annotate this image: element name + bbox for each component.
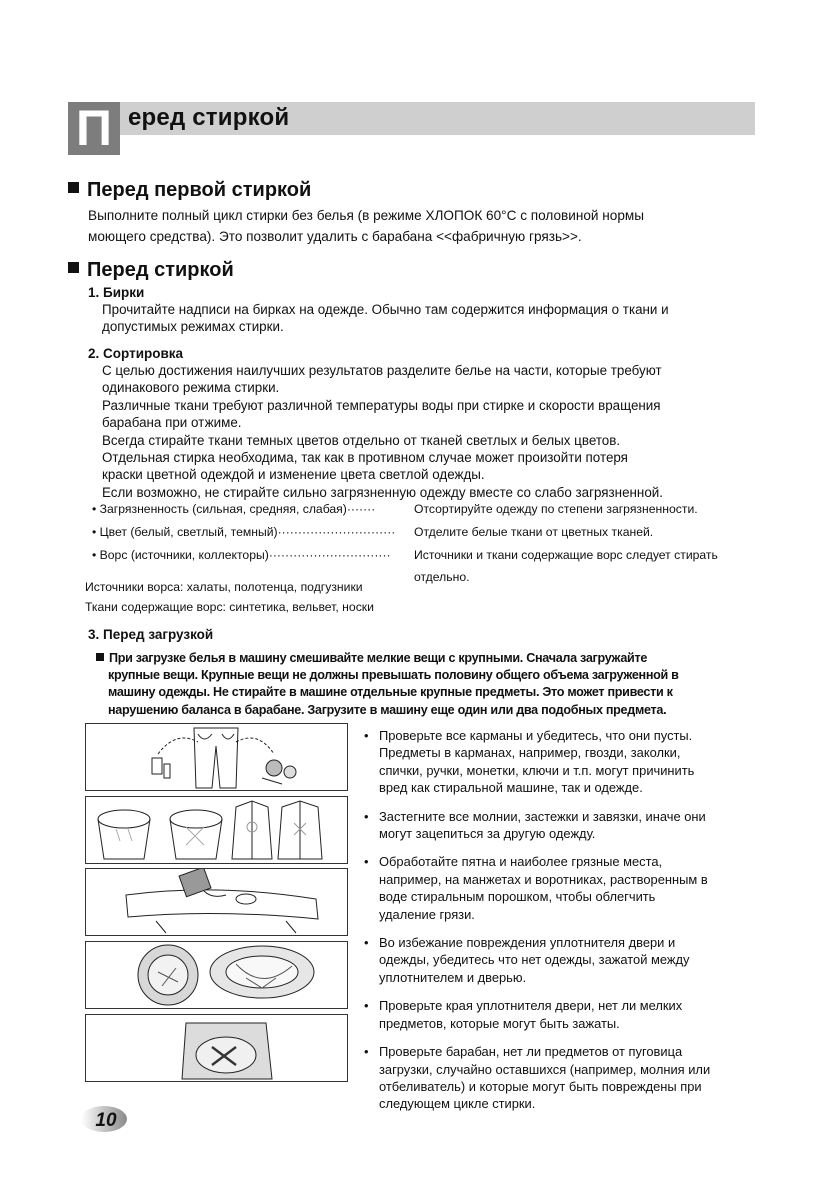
item2-text bbox=[102, 362, 762, 501]
sort-row bbox=[92, 498, 375, 520]
illustration-stains bbox=[85, 868, 348, 936]
text-line: При загрузке белья в машину смешивайте мелкие вещи с крупными. Сначала загружайте bbox=[109, 651, 648, 665]
text-line: одежды, убедитесь что нет одежды, зажатой между bbox=[379, 952, 690, 968]
section-heading-before-wash bbox=[68, 258, 234, 282]
text-line: спички, ручки, монетки, ключи и т.п. могут причинить bbox=[379, 762, 695, 778]
text-line: С целью достижения наилучших результатов разделите белье на части, которые требуют bbox=[102, 363, 662, 378]
dot-leader: ····························· bbox=[277, 525, 396, 539]
illustration-pockets bbox=[85, 723, 348, 791]
section-heading-first-wash bbox=[68, 178, 311, 202]
page-number bbox=[72, 1104, 128, 1134]
item1-heading bbox=[88, 284, 144, 302]
text-line: нарушению баланса в барабане. Загрузите в машину еще один или два подобных предмета. bbox=[108, 702, 667, 717]
text-line: Всегда стирайте ткани темных цветов отдельно от тканей светлых и белых цветов. bbox=[102, 432, 621, 448]
item-number: 2. bbox=[88, 346, 100, 361]
sort-row bbox=[92, 521, 395, 543]
square-bullet-icon bbox=[68, 262, 79, 273]
illustration-drum bbox=[85, 1014, 348, 1082]
item1-text bbox=[102, 301, 762, 336]
text-line: Выполните полный цикл стирки без белья (в режиме ХЛОПОК 60°C с половиной нормы bbox=[88, 208, 645, 223]
page-number-text: 10 bbox=[95, 1110, 117, 1131]
text-line: допустимых режимах стирки. bbox=[102, 319, 284, 335]
text-line: краски цветной одеждой и изменение цвета светлой одежды. bbox=[102, 467, 485, 483]
item-number: 3. bbox=[88, 627, 100, 642]
sort-row bbox=[92, 544, 391, 566]
text-line: Обработайте пятна и наиболее грязные места, bbox=[379, 854, 663, 870]
clothes-fasteners-icon bbox=[86, 797, 347, 863]
bullet-icon: • bbox=[364, 998, 369, 1014]
list-item bbox=[364, 853, 756, 923]
item-number: 1. bbox=[88, 285, 100, 300]
bullet-icon: • bbox=[364, 854, 369, 870]
text-line: Предметы в карманах, например, гвозди, заколки, bbox=[379, 745, 681, 761]
text-line: Прочитайте надписи на бирках на одежде. Обычно там содержится информация о ткани и bbox=[102, 302, 669, 317]
page-title: еред стиркой bbox=[128, 104, 290, 131]
sort-row-action: Источники и ткани содержащие ворс следует стирать bbox=[414, 548, 718, 562]
sort-row-action: Отделите белые ткани от цветных тканей. bbox=[414, 525, 654, 539]
text-line: Проверьте края уплотнителя двери, нет ли мелких bbox=[379, 998, 683, 1014]
text-line: Проверьте все карманы и убедитесь, что они пусты. bbox=[379, 728, 693, 743]
sort-row-label: • Ворс (источники, коллекторы) bbox=[92, 548, 269, 562]
door-seal-icon bbox=[86, 942, 347, 1008]
item-title: Сортировка bbox=[103, 346, 184, 361]
stain-treatment-icon bbox=[86, 869, 347, 935]
text-line: вред как стиральной машине, так и одежде. bbox=[379, 780, 643, 796]
text-line: Отдельная стирка необходима, так как в противном случае может произойти потеря bbox=[102, 450, 628, 466]
text-line: отбеливатель) и которые могут быть повреждены при bbox=[379, 1078, 702, 1094]
dot-leader: ······· bbox=[346, 502, 376, 516]
text-line: барабана при отжиме. bbox=[102, 415, 242, 431]
text-line: Различные ткани требуют различной температуры воды при стирке и скорости вращения bbox=[102, 397, 661, 413]
text-line: Если возможно, не стирайте сильно загрязненную одежду вместе со слабо загрязненной. bbox=[102, 484, 663, 500]
section-heading-text: Перед первой стиркой bbox=[87, 179, 312, 201]
bullet-icon: • bbox=[364, 1044, 369, 1060]
dot-leader: ······························ bbox=[268, 548, 391, 562]
text-line: Застегните все молнии, застежки и завязки, иначе они bbox=[379, 808, 706, 824]
text-line: предметов, которые могут быть зажаты. bbox=[379, 1015, 620, 1031]
sort-row-action: Отсортируйте одежду по степени загрязненности. bbox=[414, 502, 698, 516]
lint-note: Источники ворса: халаты, полотенца, подгузники bbox=[85, 580, 363, 594]
illustration-door-seal bbox=[85, 941, 348, 1009]
square-bullet-icon bbox=[68, 182, 79, 193]
text-line: машину одежды. Не стирайте в машине отдельные крупные предметы. Это может привести к bbox=[108, 685, 673, 700]
text-line: воде стиральным порошком, чтобы облегчить bbox=[379, 889, 656, 905]
text-line: удаление грязи. bbox=[379, 906, 475, 922]
drum-check-icon bbox=[86, 1015, 347, 1081]
section1-paragraph bbox=[88, 205, 768, 247]
list-item bbox=[364, 997, 756, 1032]
list-item bbox=[364, 934, 756, 986]
sort-row-action-continuation: отдельно. bbox=[414, 570, 470, 584]
text-line: следующем цикле стирки. bbox=[379, 1096, 536, 1112]
item-title: Бирки bbox=[103, 285, 145, 300]
page-number-badge-icon bbox=[72, 1104, 128, 1134]
text-line: одинакового режима стирки. bbox=[102, 380, 280, 396]
trousers-pockets-icon bbox=[86, 724, 347, 790]
text-line: например, на манжетах и воротниках, растворенным в bbox=[379, 871, 708, 887]
text-line: Во избежание повреждения уплотнителя двери и bbox=[379, 935, 676, 951]
header-letter-box: П bbox=[68, 102, 120, 155]
item2-heading bbox=[88, 345, 183, 363]
sort-row-label: • Загрязненность (сильная, средняя, слабая) bbox=[92, 502, 347, 516]
text-line: загрузки, случайно оставшихся (например, молния или bbox=[379, 1061, 711, 1077]
bullet-icon: • bbox=[364, 808, 369, 824]
text-line: моющего средства). Это позволит удалить с барабана <<фабричную грязь>>. bbox=[88, 229, 582, 244]
item3-heading bbox=[88, 626, 213, 644]
list-item bbox=[364, 1043, 756, 1113]
section-heading-text: Перед стиркой bbox=[87, 259, 234, 281]
sort-row-label: • Цвет (белый, светлый, темный) bbox=[92, 525, 278, 539]
item-title: Перед загрузкой bbox=[103, 627, 214, 642]
bullet-icon: • bbox=[364, 935, 369, 951]
text-line: уплотнителем и дверью. bbox=[379, 969, 527, 985]
bullet-icon: • bbox=[364, 728, 369, 743]
illustration-zippers bbox=[85, 796, 348, 864]
list-item bbox=[364, 727, 756, 797]
list-item bbox=[364, 808, 756, 843]
loading-warning bbox=[96, 650, 766, 719]
text-line: крупные вещи. Крупные вещи не должны превышать половину общего объема загруженной в bbox=[108, 668, 679, 683]
square-bullet-icon bbox=[96, 653, 104, 661]
prewash-checklist bbox=[364, 727, 756, 1124]
lint-note: Ткани содержащие ворс: синтетика, вельвет, носки bbox=[85, 600, 374, 614]
text-line: Проверьте барабан, нет ли предметов от пуговица bbox=[379, 1044, 683, 1060]
text-line: могут зацепиться за другую одежду. bbox=[379, 826, 596, 842]
